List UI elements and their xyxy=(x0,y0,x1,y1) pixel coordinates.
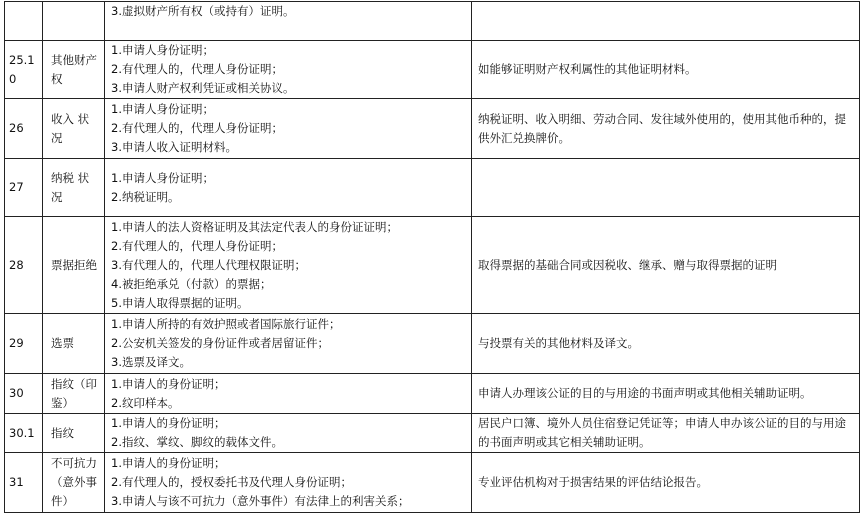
notary-materials-table xyxy=(4,1,860,513)
required-documents xyxy=(105,99,472,159)
document-line: 1.申请人的身份证明； xyxy=(111,416,226,430)
document-line: 2.有代理人的，代理人身份证明； xyxy=(111,121,283,135)
row-number: 25.1 0 xyxy=(5,41,43,99)
item-name: 指纹（印鉴） xyxy=(43,374,105,414)
document-line: 1.申请人所持的有效护照或者国际旅行证件； xyxy=(111,317,341,331)
document-line: 2.有代理人的，授权委托书及代理人身份证明； xyxy=(111,475,352,489)
required-documents xyxy=(105,41,472,99)
row-number: 28 xyxy=(5,217,43,314)
document-line: 3.申请人与该不可抗力（意外事件）有法律上的利害关系； xyxy=(111,494,410,508)
document-line: 1.申请人身份证明； xyxy=(111,43,214,57)
document-line: 3.虚拟财产所有权（或持有）证明。 xyxy=(111,4,295,18)
document-line: 1.申请人的身份证明； xyxy=(111,456,226,470)
item-name: 选票 xyxy=(43,314,105,374)
row-number: 30.1 xyxy=(5,414,43,453)
item-name: 纳税 状况 xyxy=(43,159,105,217)
document-line: 1.申请人身份证明； xyxy=(111,170,214,185)
document-line: 2.有代理人的，代理人身份证明； xyxy=(111,62,283,76)
table-row xyxy=(5,374,860,414)
document-line: 1.申请人的身份证明； xyxy=(111,376,226,391)
table-row xyxy=(5,159,860,217)
document-line: 2.有代理人的，代理人身份证明； xyxy=(111,238,283,253)
document-line: 3.申请人收入证明材料。 xyxy=(111,140,237,154)
item-name xyxy=(43,2,105,41)
item-name: 收入 状况 xyxy=(43,99,105,159)
row-number xyxy=(5,2,43,41)
supplementary-materials: 纳税证明、收入明细、劳动合同、发往域外使用的，使用其他币种的，提供外汇兑换牌价。 xyxy=(472,99,860,159)
supplementary-materials: 居民户口簿、境外人员住宿登记凭证等；申请人申办该公证的目的与用途的书面声明或其它相关辅助证明。 xyxy=(472,414,860,453)
table-row xyxy=(5,99,860,159)
required-documents xyxy=(105,414,472,453)
row-number: 26 xyxy=(5,99,43,159)
row-number: 31 xyxy=(5,453,43,513)
table-row xyxy=(5,414,860,453)
supplementary-materials: 专业评估机构对于损害结果的评估结论报告。 xyxy=(472,453,860,513)
table-row xyxy=(5,453,860,513)
supplementary-materials xyxy=(472,159,860,217)
document-line: 2.指纹、掌纹、脚纹的载体文件。 xyxy=(111,435,283,449)
required-documents xyxy=(105,2,472,41)
document-line: 2.公安机关签发的身份证件或者居留证件； xyxy=(111,336,329,350)
row-number: 27 xyxy=(5,159,43,217)
required-documents xyxy=(105,374,472,414)
table-row xyxy=(5,314,860,374)
table-row xyxy=(5,217,860,314)
document-line: 1.申请人的法人资格证明及其法定代表人的身份证证明； xyxy=(111,219,398,234)
document-line: 3.申请人财产权利凭证或相关协议。 xyxy=(111,81,295,95)
row-number: 29 xyxy=(5,314,43,374)
item-name: 其他财产权 xyxy=(43,41,105,99)
required-documents xyxy=(105,453,472,513)
required-documents xyxy=(105,314,472,374)
document-line: 4.被拒绝承兑（付款）的票据； xyxy=(111,276,272,291)
document-line: 2.纳税证明。 xyxy=(111,189,180,204)
supplementary-materials: 与投票有关的其他材料及译文。 xyxy=(472,314,860,374)
document-line: 1.申请人身份证明； xyxy=(111,102,214,116)
row-number: 30 xyxy=(5,374,43,414)
item-name: 票据拒绝 xyxy=(43,217,105,314)
document-line: 3.有代理人的，代理人代理权限证明； xyxy=(111,257,306,272)
item-name: 指纹 xyxy=(43,414,105,453)
document-line: 3.选票及译文。 xyxy=(111,355,191,369)
table-row xyxy=(5,41,860,99)
document-line: 5.申请人取得票据的证明。 xyxy=(111,295,249,310)
document-line: 2.纹印样本。 xyxy=(111,395,180,410)
item-name: 不可抗力（意外事件） xyxy=(43,453,105,513)
supplementary-materials: 申请人办理该公证的目的与用途的书面声明或其他相关辅助证明。 xyxy=(472,374,860,414)
table-row xyxy=(5,2,860,41)
required-documents xyxy=(105,159,472,217)
supplementary-materials: 如能够证明财产权利属性的其他证明材料。 xyxy=(472,41,860,99)
required-documents xyxy=(105,217,472,314)
supplementary-materials xyxy=(472,2,860,41)
supplementary-materials: 取得票据的基础合同或因税收、继承、赠与取得票据的证明 xyxy=(472,217,860,314)
